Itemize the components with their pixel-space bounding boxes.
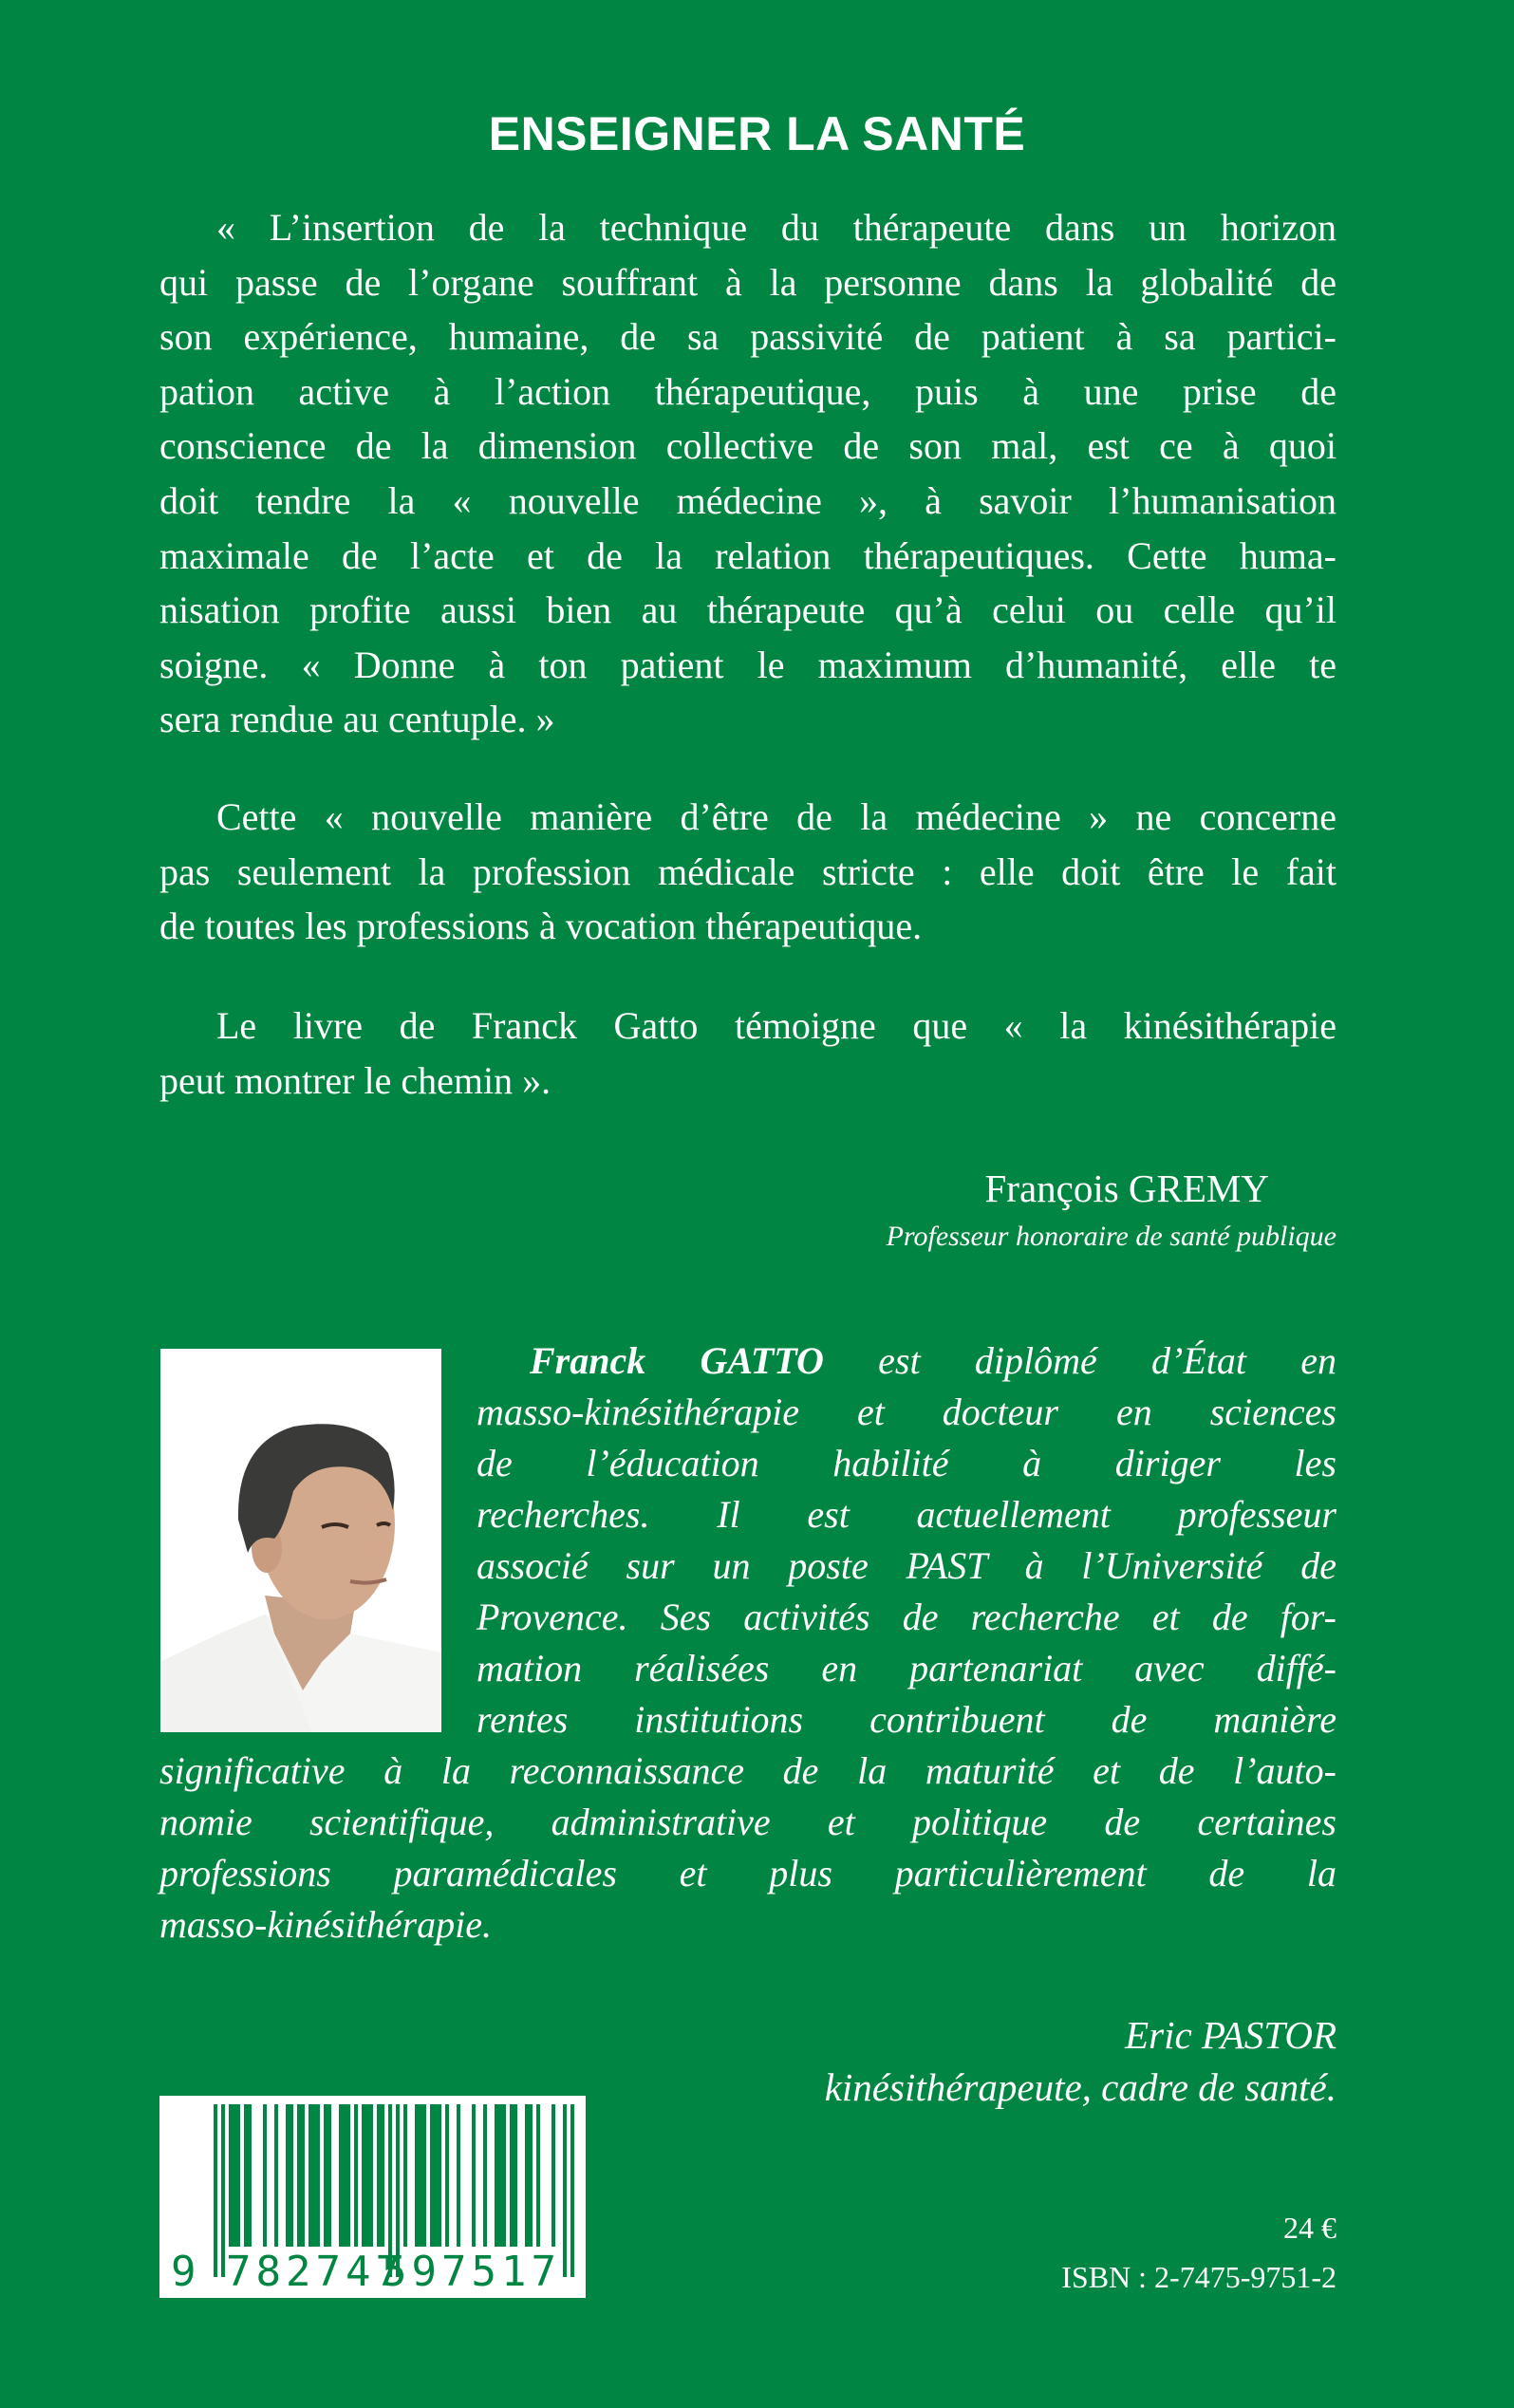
signature-role: Professeur honoraire de santé publique [886,1221,1336,1252]
bio-line [159,1848,1336,1899]
barcode-bar [438,2104,441,2247]
barcode-digits: 9 [171,2248,201,2296]
barcode-bar [327,2104,331,2247]
signature-name: François GREMY [984,1167,1269,1210]
price: 24 € [1283,2211,1336,2245]
barcode-bar [510,2104,514,2247]
bio-line [477,1387,1336,1438]
barcode-digits: 782747 [226,2248,405,2296]
text-line: conscience de la dimension collective de son mal, est ce à quoi [159,424,1336,468]
barcode-bar [403,2104,407,2247]
barcode-bar [495,2104,498,2247]
text-line: pas seulement la profession médicale stricte : elle doit être le fait [159,849,1336,893]
barcode-bar [570,2104,574,2277]
bio-text: est diplômé d’État en [823,1339,1336,1382]
barcode-bar [415,2104,419,2247]
barcode-bar [248,2104,252,2247]
barcode-bar [434,2104,438,2247]
author-name: Franck GATTO [530,1339,824,1382]
barcode-bar [263,2104,267,2247]
barcode-bar [472,2104,476,2247]
isbn-barcode [159,2096,586,2298]
barcode-bar [381,2104,384,2247]
bio-text: masso-kinésithérapie et docteur en sciences [477,1391,1336,1433]
barcode-bar [214,2104,217,2277]
barcode-bar [419,2104,422,2247]
text-line: soigne. « Donne à ton patient le maximum d’humanité, elle te [159,643,1336,686]
text-line: de toutes les professions à vocation thérapeutique. [159,905,923,948]
barcode-bar [430,2104,434,2247]
quote-paragraph [159,200,1336,747]
barcode-bar [221,2104,225,2277]
text-line: qui passe de l’organe souffrant à la personne dans la globalité de [159,260,1336,304]
barcode-bar [445,2104,449,2247]
barcode-bar [346,2104,350,2247]
barcode-bar [354,2104,358,2247]
barcode-bar [236,2104,240,2247]
barcode-bar [233,2104,236,2247]
barcode-bar [563,2104,567,2277]
barcode-bar [536,2104,540,2247]
text-line: peut montrer le chemin ». [159,1058,551,1102]
barcode-bar [529,2104,533,2247]
bio-line [477,1694,1336,1745]
bio-line [159,1745,1336,1797]
barcode-bar [339,2104,343,2247]
barcode-digits: 597517 [382,2248,561,2296]
barcode-bar [312,2104,316,2247]
bio-line [477,1592,1336,1643]
text-line: « L’insertion de la technique du thérapeute dans un horizon [216,206,1336,249]
barcode-bar [308,2104,312,2247]
barcode-bar [551,2104,555,2247]
bio-line [477,1489,1336,1540]
barcode-bar [483,2104,487,2247]
text-line: son expérience, humaine, de sa passivité de patient à sa partici- [159,315,1336,359]
bio-line [477,1643,1336,1694]
barcode-bar [316,2104,320,2247]
barcode-bar [297,2104,301,2247]
barcode-bar [422,2104,426,2247]
text-line: maximale de l’acte et de la relation thérapeutiques. Cette huma- [159,533,1336,577]
bio-signature-name: Eric PASTOR [1125,2013,1336,2057]
isbn-number: ISBN : 2-7475-9751-2 [1061,2260,1336,2294]
barcode-bar [365,2104,369,2247]
text-line: nisation profite aussi bien au thérapeute qu’à celui ou celle qu’il [159,588,1336,632]
text-line: sera rendue au centuple. » [159,698,555,741]
barcode-bar [301,2104,305,2247]
barcode-bar [229,2104,233,2247]
text-line: Cette « nouvelle manière d’être de la médecine » ne concerne [216,795,1336,838]
paragraph-book [159,999,1336,1108]
bio-text: significative à la reconnaissance de la maturité et de l’auto- [159,1749,1336,1792]
text-line: pation active à l’action thérapeutique, puis à une prise de [159,369,1336,413]
bio-line [477,1335,1336,1387]
author-bio [159,1335,1336,1951]
bio-line [159,1899,1336,1951]
barcode-bar [244,2104,248,2247]
bio-text: de l’éducation habilité à diriger les [477,1442,1336,1484]
bio-text: professions paramédicales et plus particulièrement de la [159,1852,1336,1895]
bio-line [159,1797,1336,1848]
paragraph-new-medicine [159,790,1336,954]
book-title: ENSEIGNER LA SANTÉ [488,107,1026,160]
bio-text: recherches. Il est actuellement professeur [477,1493,1336,1536]
barcode-bar [362,2104,365,2247]
barcode-bar [369,2104,373,2247]
text-line: Le livre de Franck Gatto témoigne que « la kinésithérapie [216,1004,1336,1047]
barcode-bar [286,2104,290,2247]
barcode-bar [324,2104,327,2247]
barcode-bar [514,2104,517,2247]
barcode-bar [457,2104,460,2247]
bio-text: nomie scientifique, administrative et politique de certaines [159,1801,1336,1843]
barcode-bar [274,2104,278,2247]
bio-text: Provence. Ses activités de recherche et de for- [477,1596,1336,1638]
bio-signature-role: kinésithérapeute, cadre de santé. [824,2065,1336,2109]
barcode-bar [290,2104,293,2247]
text-line: doit tendre la « nouvelle médecine », à savoir l’humanisation [159,478,1336,522]
bio-text: mation réalisées en partenariat avec diffé- [477,1647,1336,1689]
barcode-bar [498,2104,502,2247]
bio-line [477,1438,1336,1489]
bio-text: associé sur un poste PAST à l’Université de [477,1544,1336,1587]
barcode-bar [377,2104,381,2247]
barcode-bar [525,2104,529,2247]
bio-line [477,1540,1336,1592]
bio-text: masso-kinésithérapie. [159,1903,492,1946]
barcode-bar [343,2104,346,2247]
bio-text: rentes institutions contribuent de manière [477,1698,1336,1741]
barcode-bar [502,2104,506,2247]
